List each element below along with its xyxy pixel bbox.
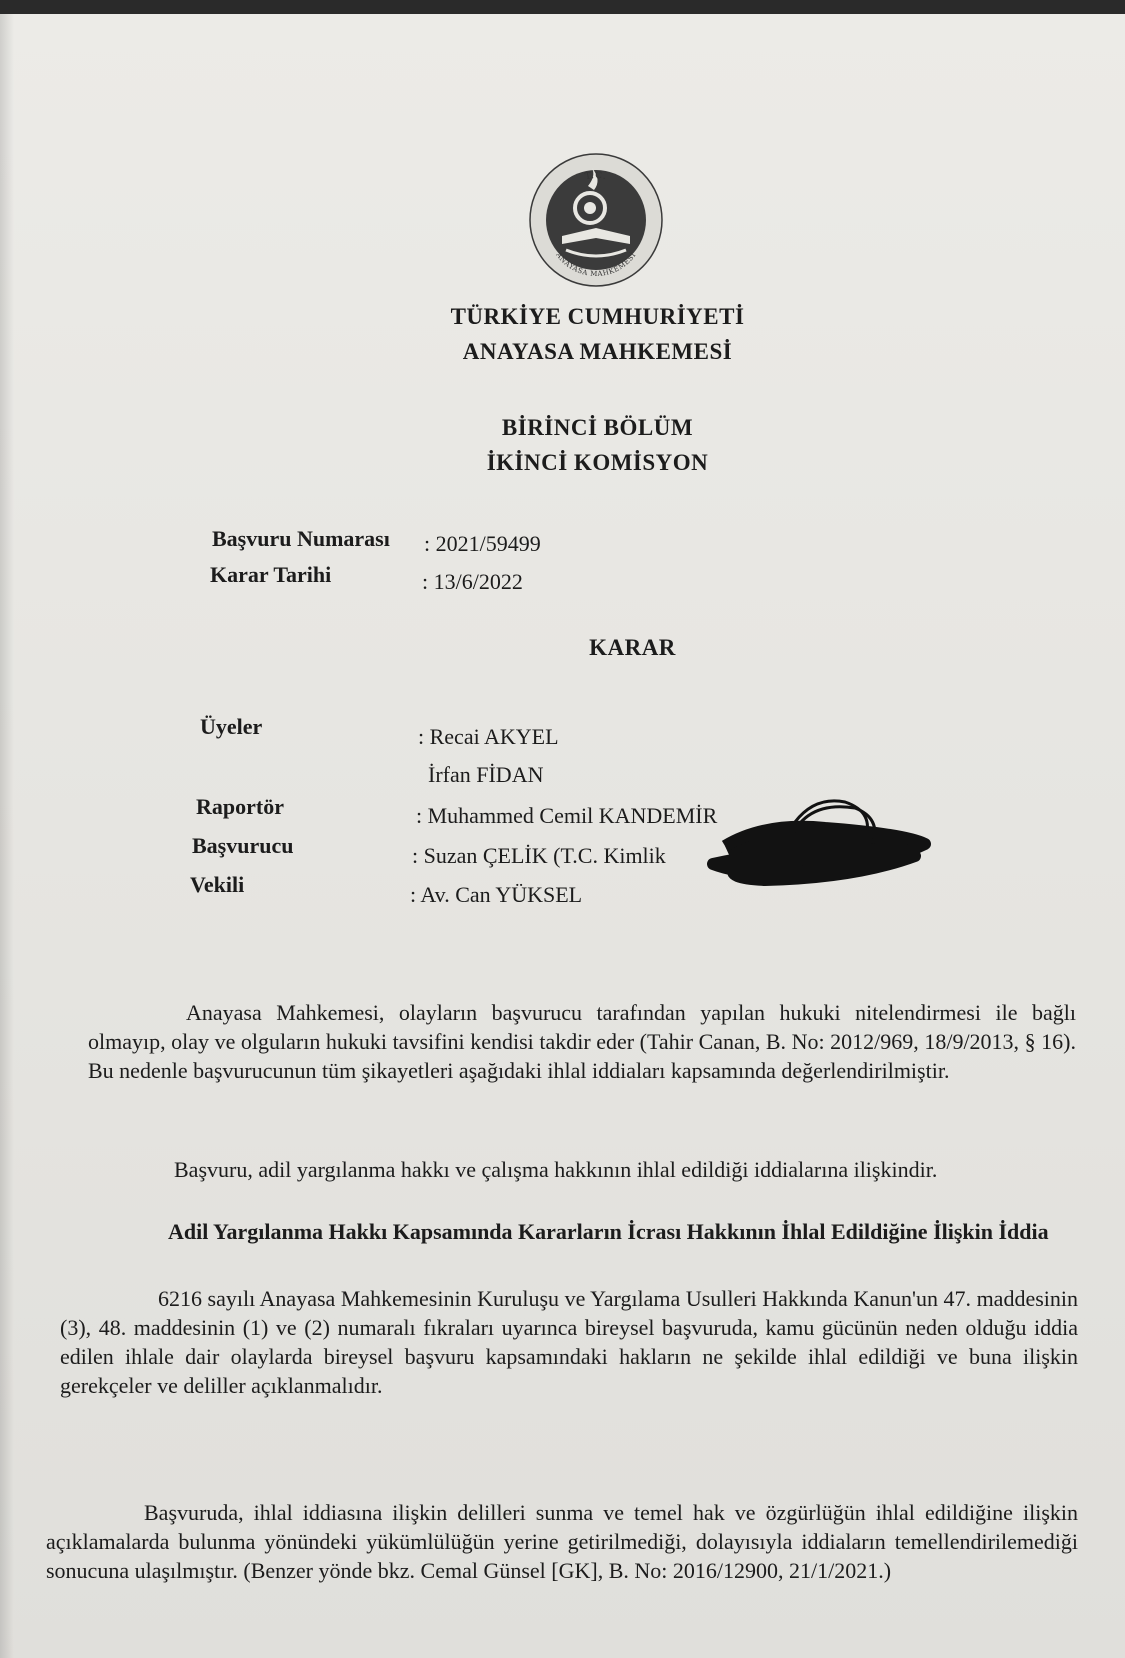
- document-page: [0, 14, 1125, 1658]
- application-number-label: Başvuru Numarası: [212, 526, 390, 551]
- member-1: : Recai AKYEL: [418, 724, 559, 749]
- svg-text:T.C.: [584, 171, 608, 182]
- members-label: Üyeler: [200, 714, 263, 739]
- paragraph-4-text: Başvuruda, ihlal iddiasına ilişkin delilleri sunma ve temel hak ve özgürlüğün ihlal edildiğine ilişkin açıklamalarda bulunma yönündeki yükümlülüğün yerine getirilmediği, dolayısıyla iddiaların temellendirilemediği sonucuna ulaşılmıştır. (Benzer yönde bkz. Cemal Günsel [GK], B. No: 2016/12900, 21/1/2021.): [46, 1500, 1078, 1583]
- paragraph-4: [46, 1498, 1078, 1585]
- header-section: BİRİNCİ BÖLÜM: [501, 415, 694, 440]
- paragraph-3: [60, 1284, 1078, 1400]
- paragraph-3-text: 6216 sayılı Anayasa Mahkemesinin Kuruluşu ve Yargılama Usulleri Hakkında Kanun'un 47. maddesinin (3), 48. maddesinin (1) ve (2) numaralı fıkraları uyarınca bireysel başvuruda, kamu gücünün neden olduğu iddia edilen ihlale dair olaylarda bireysel başvuru kapsamındaki hakların ne şekilde ihlal edildiği ve buna ilişkin gerekçeler ve deliller açıklanmalıdır.: [60, 1286, 1078, 1398]
- decision-title: KARAR: [589, 635, 676, 660]
- court-seal-icon: [526, 150, 666, 290]
- redaction-scribble: [705, 782, 935, 892]
- applicant-label: Başvurucu: [192, 833, 294, 858]
- header-court: ANAYASA MAHKEMESİ: [462, 339, 733, 364]
- paragraph-1: [88, 998, 1076, 1085]
- application-number-value: : 2021/59499: [424, 531, 541, 556]
- paragraph-2: [76, 1155, 1076, 1184]
- seal-bottom-text: ANAYASA MAHKEMESİ: [554, 251, 638, 279]
- decision-date-label: Karar Tarihi: [210, 562, 332, 587]
- counsel-label: Vekili: [190, 872, 245, 897]
- section-subheading: Adil Yargılanma Hakkı Kapsamında Kararların İcrası Hakkının İhlal Edildiğine İlişkin İddia: [168, 1219, 1049, 1244]
- subheading-block: [70, 1217, 1076, 1246]
- applicant-value: : Suzan ÇELİK (T.C. Kimlik: [412, 843, 666, 868]
- header-republic: TÜRKİYE CUMHURİYETİ: [450, 304, 745, 329]
- paragraph-1-text: Anayasa Mahkemesi, olayların başvurucu tarafından yapılan hukuki nitelendirmesi ile bağlı olmayıp, olay ve olguların hukuki tavsifini kendisi takdir eder (Tahir Canan, B. No: 2012/969, 18/9/2013, § 16). Bu nedenle başvurucunun tüm şikayetleri aşağıdaki ihlal iddiaları kapsamında değerlendirilmiştir.: [88, 1000, 1076, 1083]
- seal-top-text: T.C.: [584, 170, 608, 183]
- rapporteur-label: Raportör: [196, 794, 284, 819]
- paragraph-2-text: Başvuru, adil yargılanma hakkı ve çalışma hakkının ihlal edildiği iddialarına ilişkindir.: [174, 1157, 938, 1182]
- decision-date-value: : 13/6/2022: [422, 569, 523, 594]
- counsel-value: : Av. Can YÜKSEL: [410, 882, 583, 907]
- member-2: İrfan FİDAN: [428, 762, 544, 787]
- header-commission: İKİNCİ KOMİSYON: [486, 450, 709, 475]
- rapporteur-value: : Muhammed Cemil KANDEMİR: [416, 803, 718, 828]
